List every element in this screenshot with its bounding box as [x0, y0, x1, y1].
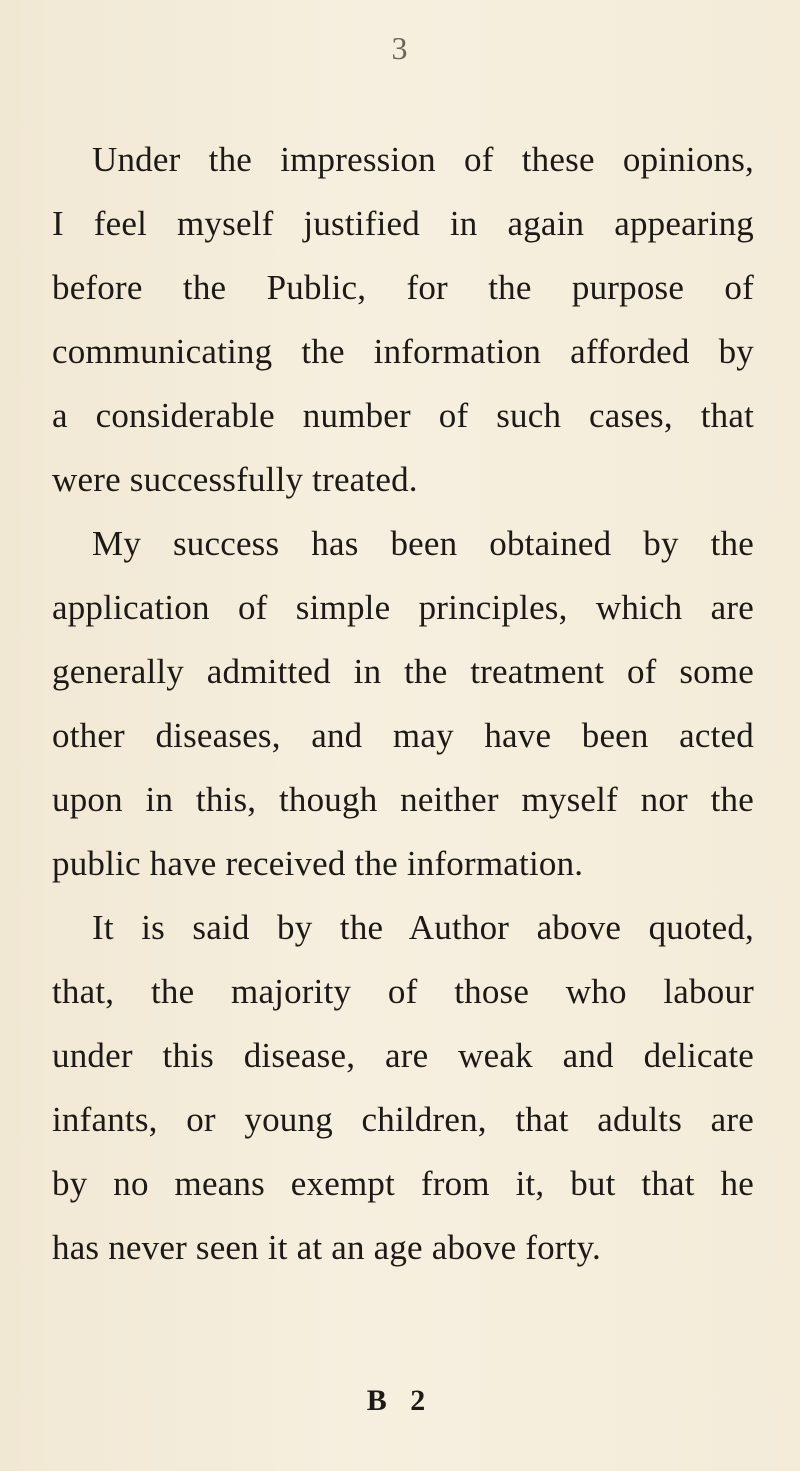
text-line: has never seen it at an age above forty.	[52, 1228, 601, 1267]
text-line: application of simple principles, which are	[52, 588, 754, 627]
text-line: public have received the information.	[52, 844, 584, 883]
text-line: under this disease, are weak and delicate	[52, 1036, 754, 1075]
signature-mark: B 2	[366, 1384, 434, 1417]
text-line: by no means exempt from it, but that he	[52, 1164, 754, 1203]
text-line: Under the impression of these opinions,	[92, 140, 754, 179]
text-line: I feel myself justified in again appearing	[52, 204, 754, 243]
text-line: a considerable number of such cases, that	[52, 396, 754, 435]
page-number: 3	[391, 30, 409, 66]
paragraph-3	[52, 896, 754, 1280]
body-text	[52, 128, 754, 1280]
text-line: other diseases, and may have been acted	[52, 716, 754, 755]
text-line: upon in this, though neither myself nor the	[52, 780, 754, 819]
text-line: communicating the information afforded by	[52, 332, 754, 371]
text-line: were successfully treated.	[52, 460, 418, 499]
text-line: My success has been obtained by the	[92, 524, 754, 563]
paragraph-2	[52, 512, 754, 896]
paragraph-1	[52, 128, 754, 512]
text-line: that, the majority of those who labour	[52, 972, 754, 1011]
text-line: It is said by the Author above quoted,	[92, 908, 754, 947]
text-line: generally admitted in the treatment of some	[52, 652, 754, 691]
text-line: infants, or young children, that adults are	[52, 1100, 754, 1139]
text-line: before the Public, for the purpose of	[52, 268, 754, 307]
